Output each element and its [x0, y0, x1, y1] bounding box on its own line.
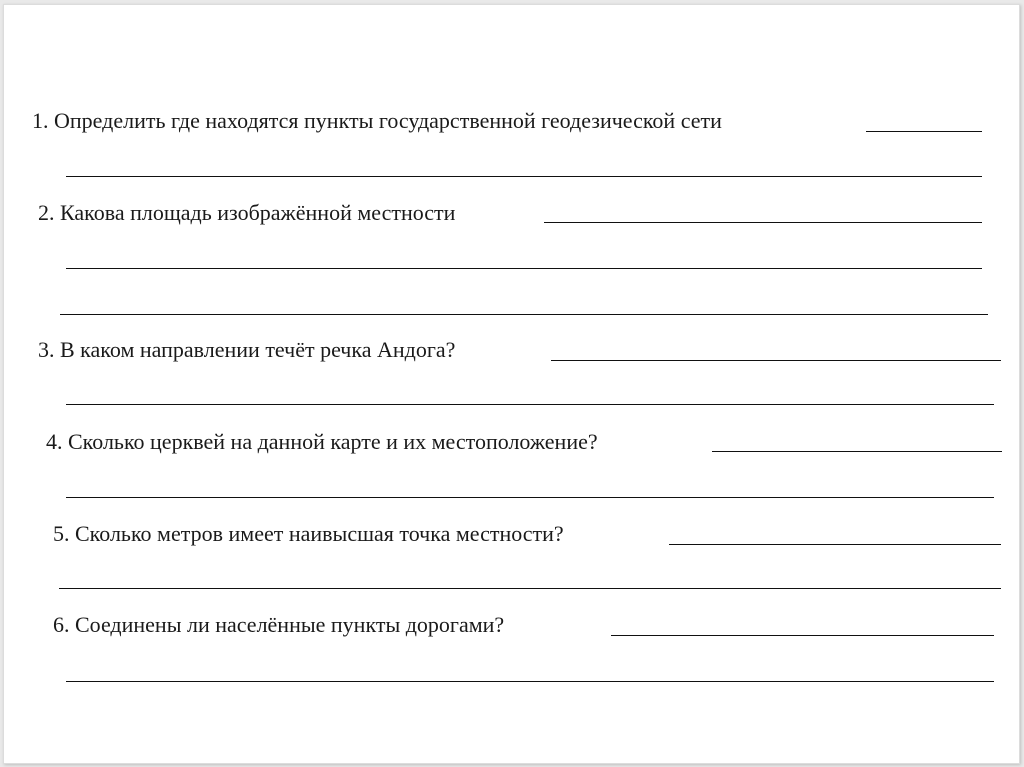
answer-line-6b[interactable] — [66, 681, 994, 682]
question-1 — [32, 108, 722, 134]
answer-line-5a[interactable] — [669, 544, 1001, 545]
answer-line-2b[interactable] — [66, 268, 982, 269]
worksheet-slide — [3, 4, 1020, 764]
answer-line-1b[interactable] — [66, 176, 982, 177]
question-6 — [53, 612, 504, 638]
question-6-number: 6. — [53, 612, 70, 637]
question-2-text: Какова площадь изображённой местности — [60, 200, 456, 225]
question-3 — [38, 337, 455, 363]
question-1-number: 1. — [32, 108, 49, 133]
answer-line-3b[interactable] — [66, 404, 994, 405]
answer-line-2c[interactable] — [60, 314, 988, 315]
answer-line-2a[interactable] — [544, 222, 982, 223]
answer-line-3a[interactable] — [551, 360, 1001, 361]
question-1-text: Определить где находятся пункты государственной геодезической сети — [54, 108, 722, 133]
question-5-number: 5. — [53, 521, 70, 546]
question-5 — [53, 521, 564, 547]
question-4-text: Сколько церквей на данной карте и их местоположение? — [68, 429, 598, 454]
question-2 — [38, 200, 455, 226]
question-3-number: 3. — [38, 337, 55, 362]
question-4-number: 4. — [46, 429, 63, 454]
question-4 — [46, 429, 598, 455]
question-3-text: В каком направлении течёт речка Андога? — [60, 337, 456, 362]
answer-line-5b[interactable] — [59, 588, 1001, 589]
answer-line-6a[interactable] — [611, 635, 994, 636]
answer-line-4b[interactable] — [66, 497, 994, 498]
question-6-text: Соединены ли населённые пункты дорогами? — [75, 612, 505, 637]
question-5-text: Сколько метров имеет наивысшая точка местности? — [75, 521, 564, 546]
question-2-number: 2. — [38, 200, 55, 225]
answer-line-1a[interactable] — [866, 131, 982, 132]
answer-line-4a[interactable] — [712, 451, 1002, 452]
